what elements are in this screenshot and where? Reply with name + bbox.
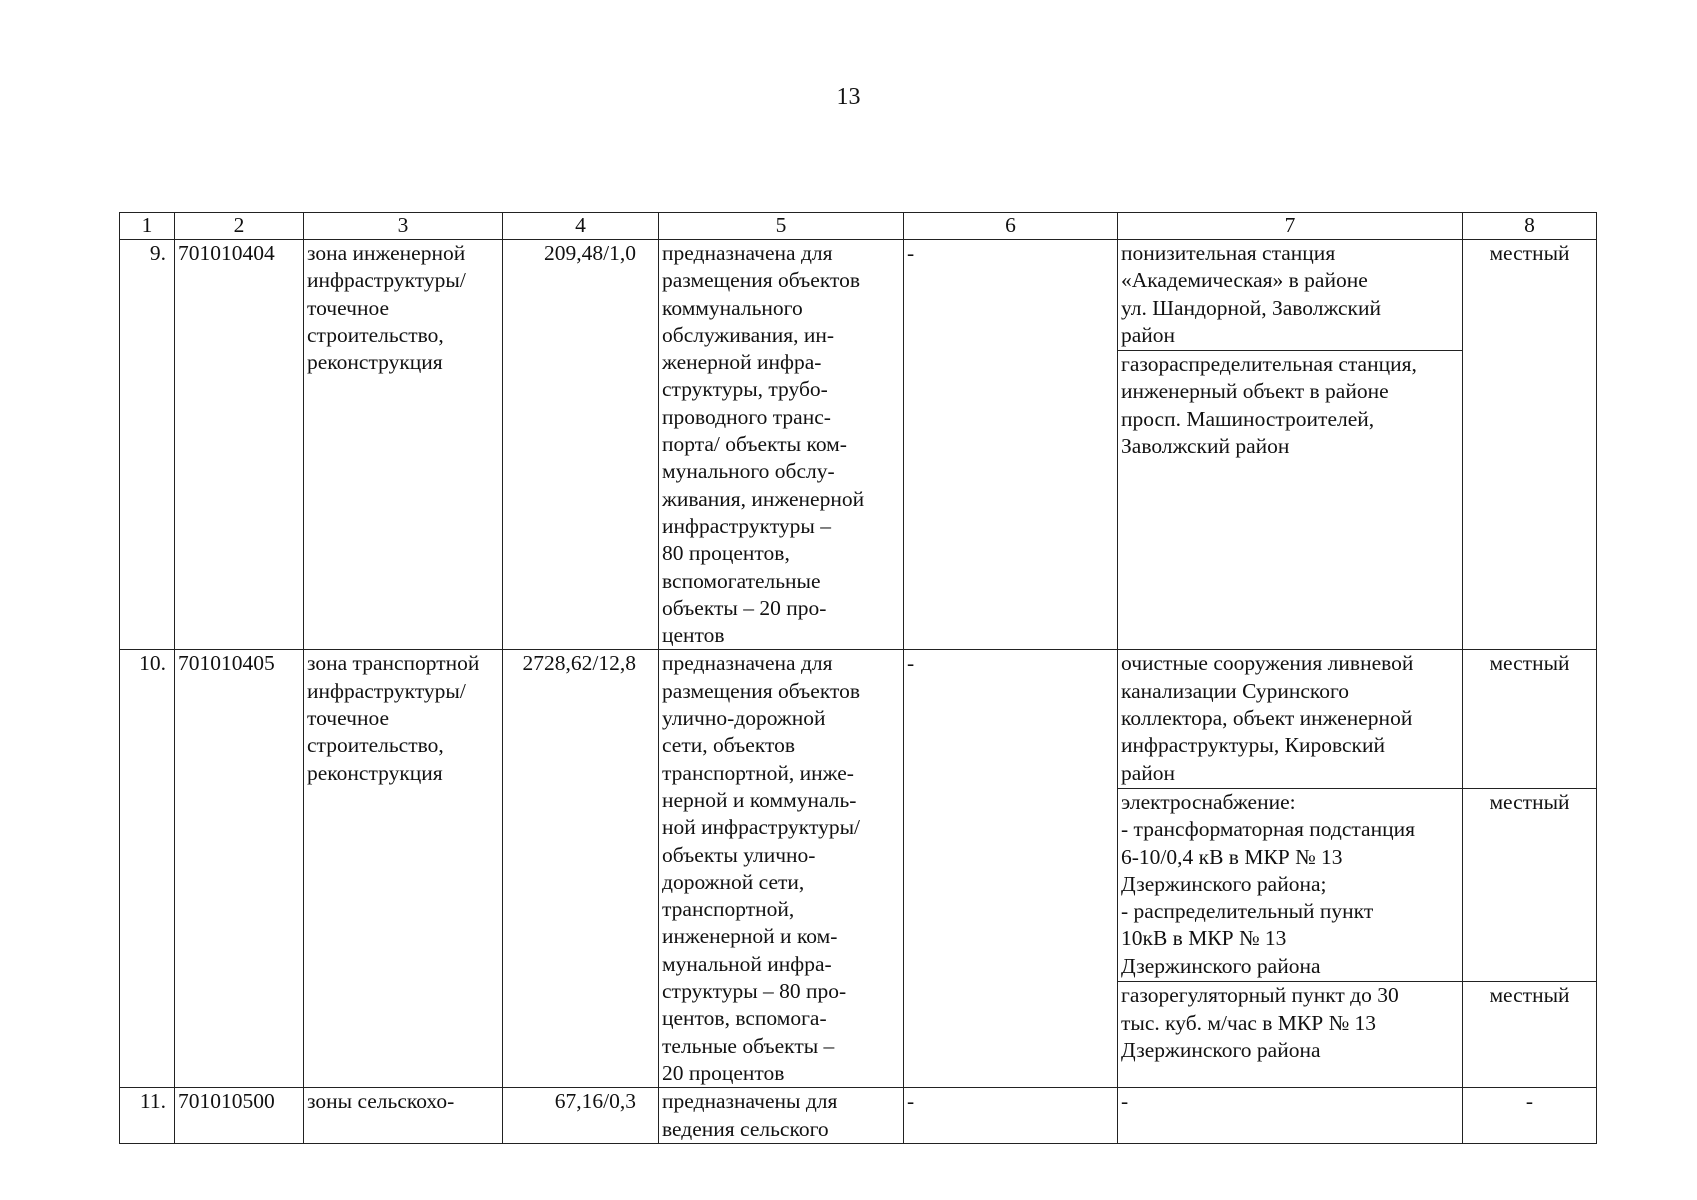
column-header: 8	[1463, 213, 1597, 240]
object-description: очистные сооружения ливневой канализации Суринского коллектора, объект инженерной инфраструктуры, Кировский район	[1118, 650, 1463, 788]
zone-purpose: предназначена для размещения объектов коммунального обслуживания, ин- женерной инфра- структуры, трубо- проводного транс- порта/ объекты ком- мунального обслу- живания, инженерной инфраструктуры – 80 процентов, вспомогательные объекты – 20 про- центов	[659, 240, 904, 650]
object-significance: местный	[1463, 982, 1597, 1088]
object-description: газораспределительная станция, инженерный объект в районе просп. Машиностроителей, Заволжский район	[1118, 351, 1463, 650]
row-number: 9.	[120, 240, 175, 650]
zone-name: зона транспортной инфраструктуры/ точечное строительство, реконструкция	[304, 650, 503, 1088]
column-header: 2	[175, 213, 304, 240]
zone-purpose: предназначена для размещения объектов улично-дорожной сети, объектов транспортной, инже- нерной и коммуналь- ной инфраструктуры/ объекты улично- дорожной сети, транспортной, инженерной и ком- мунальной инфра- структуры – 80 про- центов, вспомога- тельные объекты – 20 процентов	[659, 650, 904, 1088]
zone-name: зоны сельскохо-	[304, 1088, 503, 1144]
zone-purpose: предназначены для ведения сельского	[659, 1088, 904, 1144]
zone-area: 209,48/1,0	[503, 240, 659, 650]
column-header: 7	[1118, 213, 1463, 240]
page-number: 13	[836, 84, 861, 110]
zone-code: 701010500	[175, 1088, 304, 1144]
table-row	[120, 1088, 1597, 1144]
zone-area: 67,16/0,3	[503, 1088, 659, 1144]
zone-name: зона инженерной инфраструктуры/ точечное строительство, реконструкция	[304, 240, 503, 650]
row-number: 10.	[120, 650, 175, 1088]
object-description: -	[1118, 1088, 1463, 1144]
column-header: 4	[503, 213, 659, 240]
object-description: электроснабжение: - трансформаторная подстанция 6-10/0,4 кВ в МКР № 13 Дзержинского района; - распределительный пункт 10кВ в МКР № 13 Дзержинского района	[1118, 788, 1463, 981]
zones-table	[119, 212, 1597, 1144]
table-row	[120, 650, 1597, 788]
object-significance: местный	[1463, 788, 1597, 981]
column-header: 6	[904, 213, 1118, 240]
row-number: 11.	[120, 1088, 175, 1144]
column-header: 3	[304, 213, 503, 240]
zone-code: 701010405	[175, 650, 304, 1088]
zone-code: 701010404	[175, 240, 304, 650]
object-significance: местный	[1463, 650, 1597, 788]
column-6-value: -	[904, 650, 1118, 1088]
object-description: понизительная станция «Академическая» в районе ул. Шандорной, Заволжский район	[1118, 240, 1463, 351]
object-significance: -	[1463, 1088, 1597, 1144]
column-6-value: -	[904, 1088, 1118, 1144]
table-row	[120, 240, 1597, 351]
column-header: 1	[120, 213, 175, 240]
object-description: газорегуляторный пункт до 30 тыс. куб. м/час в МКР № 13 Дзержинского района	[1118, 982, 1463, 1088]
column-6-value: -	[904, 240, 1118, 650]
column-header: 5	[659, 213, 904, 240]
table-header-row	[120, 213, 1597, 240]
zone-area: 2728,62/12,8	[503, 650, 659, 1088]
object-significance: местный	[1463, 240, 1597, 650]
